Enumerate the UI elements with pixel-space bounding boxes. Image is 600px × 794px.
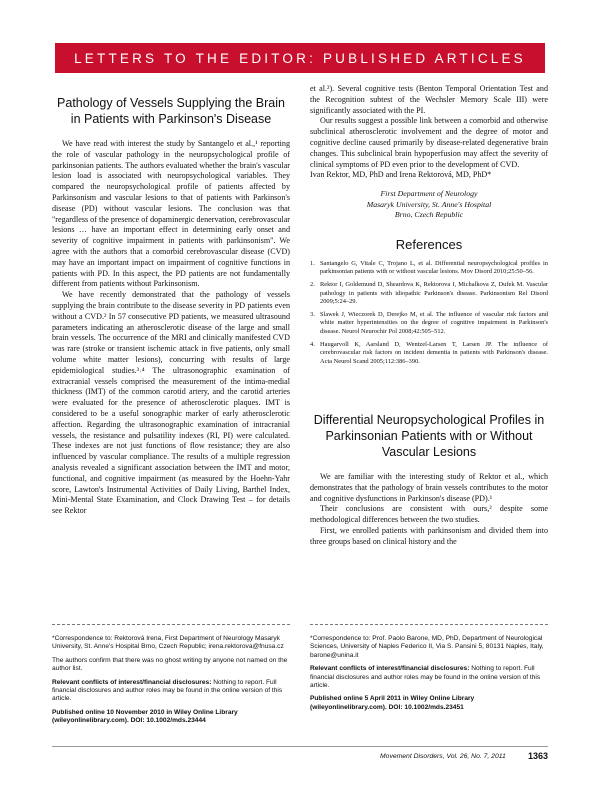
letter1-paragraph-3: et al.²). Several cognitive tests (Benton Temporal Orientation Test and the Recognition subtest of the Wechsler Memory Scale III) were significantly associated with the PI. (310, 84, 548, 115)
letter2-published: Published online 5 April 2011 in Wiley Online Library (wileyonlinelibrary.com). DOI: 10.1002/mds.23451 (310, 695, 475, 711)
references-heading: References (395, 236, 463, 252)
left-column (52, 95, 290, 517)
letter1-affiliation (310, 189, 548, 221)
letter1-paragraph-4: Our results suggest a possible link between a comorbid and otherwise subclinical atherosclerotic involvement and the degree of motor and cognitive decline caused primarily by disease-related degenerative brain changes. This subclinical brain hypoperfusion may affect the severity of clinical symptoms of PD even prior to the development of CVD. (310, 116, 548, 169)
letter2-title: Differential Neuropsychological Profiles in Parkinsonian Patients with or Without Vascular Lesions (313, 412, 545, 459)
letter2-correspondence: *Correspondence to: Prof. Paolo Barone, MD, PhD, Department of Neurological Sciences, University of Naples Federico II, Via S. Pansini 5, 80131 Naples, Italy, barone@unina.it (310, 635, 544, 659)
letter2-conflicts: Relevant conflicts of interest/financial disclosures: Nothing to report. Full financial disclosures and author roles may be found in the online version of this article. (310, 665, 541, 690)
footnote-divider (52, 624, 290, 625)
reference-item: 4. Haugarvoll K, Aarsland D, Wentzel-Larsen T, Larsen JP. The influence of cerebrovascular risk factors on incident dementia in patients with Parkinson's disease. Acta Neurol Scand 2005;112:386–390. (310, 341, 548, 365)
letter2-paragraph-2: Their conclusions are consistent with ours,² despite some methodological differences between the two studies. (310, 504, 548, 525)
references-list (310, 260, 548, 366)
letter1-footnotes (52, 624, 290, 731)
footnote-divider (310, 624, 548, 625)
reference-item: 1. Santangelo G, Vitale C, Trojano L, et al. Differential neuropsychological profiles in parkinsonian patients with or without vascular lesions. Mov Disord 2010;25:50–56. (310, 259, 548, 275)
letter2-paragraph-1: We are familiar with the interesting study of Rektor et al., which demonstrates that the pathology of brain vessels contributes to the motor and cognitive dysfunctions in Parkinson's disease (PD).¹ (310, 471, 548, 503)
right-column (310, 84, 548, 548)
affiliation-line-2: Masaryk University, St. Anne's Hospital (366, 199, 492, 209)
letter1-signature: Ivan Rektor, MD, PhD and Irena Rektorová, MD, PhD* (310, 170, 492, 180)
journal-citation: Movement Disorders, Vol. 26, No. 7, 2011 (380, 753, 506, 760)
letter2-footnotes (310, 624, 548, 717)
letter1-body-continued (310, 84, 548, 181)
letter1-paragraph-2: We have recently demonstrated that the pathology of vessels supplying the brain contribute to the disease severity in PD patients even without a CVD.² In 57 consecutive PD patients, we measured ultrasound parameters indicating an atherosclerotic disease of the large and small brain vessels. The occurrence of the MRI and clinically manifested CVD was rare (stroke or transient ischemic attack in five patients, only small volume white matter lesions), concurring with results of large epidemiological studies.³˒⁴ The ultrasonographic examination of extracranial vessels comprised the measurement of the intima-medial thickness (IMT) of the common carotid artery, and the carotid arteries were evaluated for the presence of atherosclerotic plaques. IMT is considered to be a useful sonographic marker of early atherosclerotic affection. Regarding the ultrasonographic examination of intracranial vessels, the resistance and pulsatility indexes (RI, PI) were calculated. These indexes are not just functions of flow resistance; they are also influenced by vascular compliance. The results of a multiple regression analysis revealed a significant association between the IMT and motor, functional, and cognitive impairment (as measured by the Hoehn-Yahr score, Lawton's Instrumental Activities of Daily Living, Barthel Index, Mini-Mental State Examination, and Clock Drawing Test – for details see Rektor (52, 290, 290, 516)
reference-item: 2. Rektor I, Goldemund D, Sheardova K, Rektorova I, Michalkova Z, Dufek M. Vascular pathology in patients with idiopathic Parkinson's disease. Parkinsonism Rel Disord 2009;5:24–29. (310, 281, 548, 305)
reference-item: 3. Slawek J, Wieczorek D, Derejko M, et al. The influence of vascular risk factors and white matter hyperintensities on the degree of cognitive impairment in Parkinson's disease. Neurol Neurochir Pol 2008;42:505–512. (310, 311, 548, 335)
affiliation-line-3: Brno, Czech Republic (394, 210, 464, 220)
letter1-published: Published online 10 November 2010 in Wiley Online Library (wileyonlinelibrary.com). DOI: 10.1002/mds.23444 (52, 708, 238, 725)
letter1-correspondence: *Correspondence to: Rektorová Irena, First Department of Neurology Masaryk University, St. Anne's Hospital Brno, Czech Republic; irena.rektorova@fnusa.cz (52, 635, 284, 651)
letter1-title: Pathology of Vessels Supplying the Brain in Patients with Parkinson's Disease (57, 96, 285, 126)
letter2-body (310, 472, 548, 548)
letter1-paragraph-1: We have read with interest the study by Santangelo et al.,¹ reporting the role of vascular pathology in the neuropsychological profile of parkinsonian patients. The authors evaluated whether the brain's vascular lesion load is associated with neuropsychological variables. They compared the neuropsychological profile of patients affected by Parkinsonism and vascular lesions to that of patients with Parkinson's disease (PD) without vascular lesions. The conclusion was that "regardless of the presence of dopaminergic denervation, cerebrovascular lesions … have an important effect in determining early onset and severity of cognitive impairment in patients with parkinsonism". We agree with the authors that a comorbid cerebrovascular disease (CVD) may have an important impact on impairment of cognitive functions in patients with PD. In this aspect, the PD patients are not fundamentally different from patients without Parkinsonism. (52, 139, 290, 289)
letter1-body (52, 139, 290, 517)
affiliation-line-1: First Department of Neurology (380, 189, 478, 199)
page-footer-rule (52, 746, 548, 747)
section-banner: LETTERS TO THE EDITOR: PUBLISHED ARTICLES (55, 43, 545, 73)
page-number: 1363 (528, 751, 549, 761)
letter1-disclaimer: The authors confirm that there was no ghost writing by anyone not named on the author list. (52, 656, 288, 673)
letter2-paragraph-3: First, we enrolled patients with parkinsonism and divided them into three groups based on clinical history and the (310, 525, 548, 546)
letter1-conflicts: Relevant conflicts of interest/financial disclosures: Nothing to report. Full financial disclosures and author roles may be found in the online version of this article. (52, 678, 283, 703)
